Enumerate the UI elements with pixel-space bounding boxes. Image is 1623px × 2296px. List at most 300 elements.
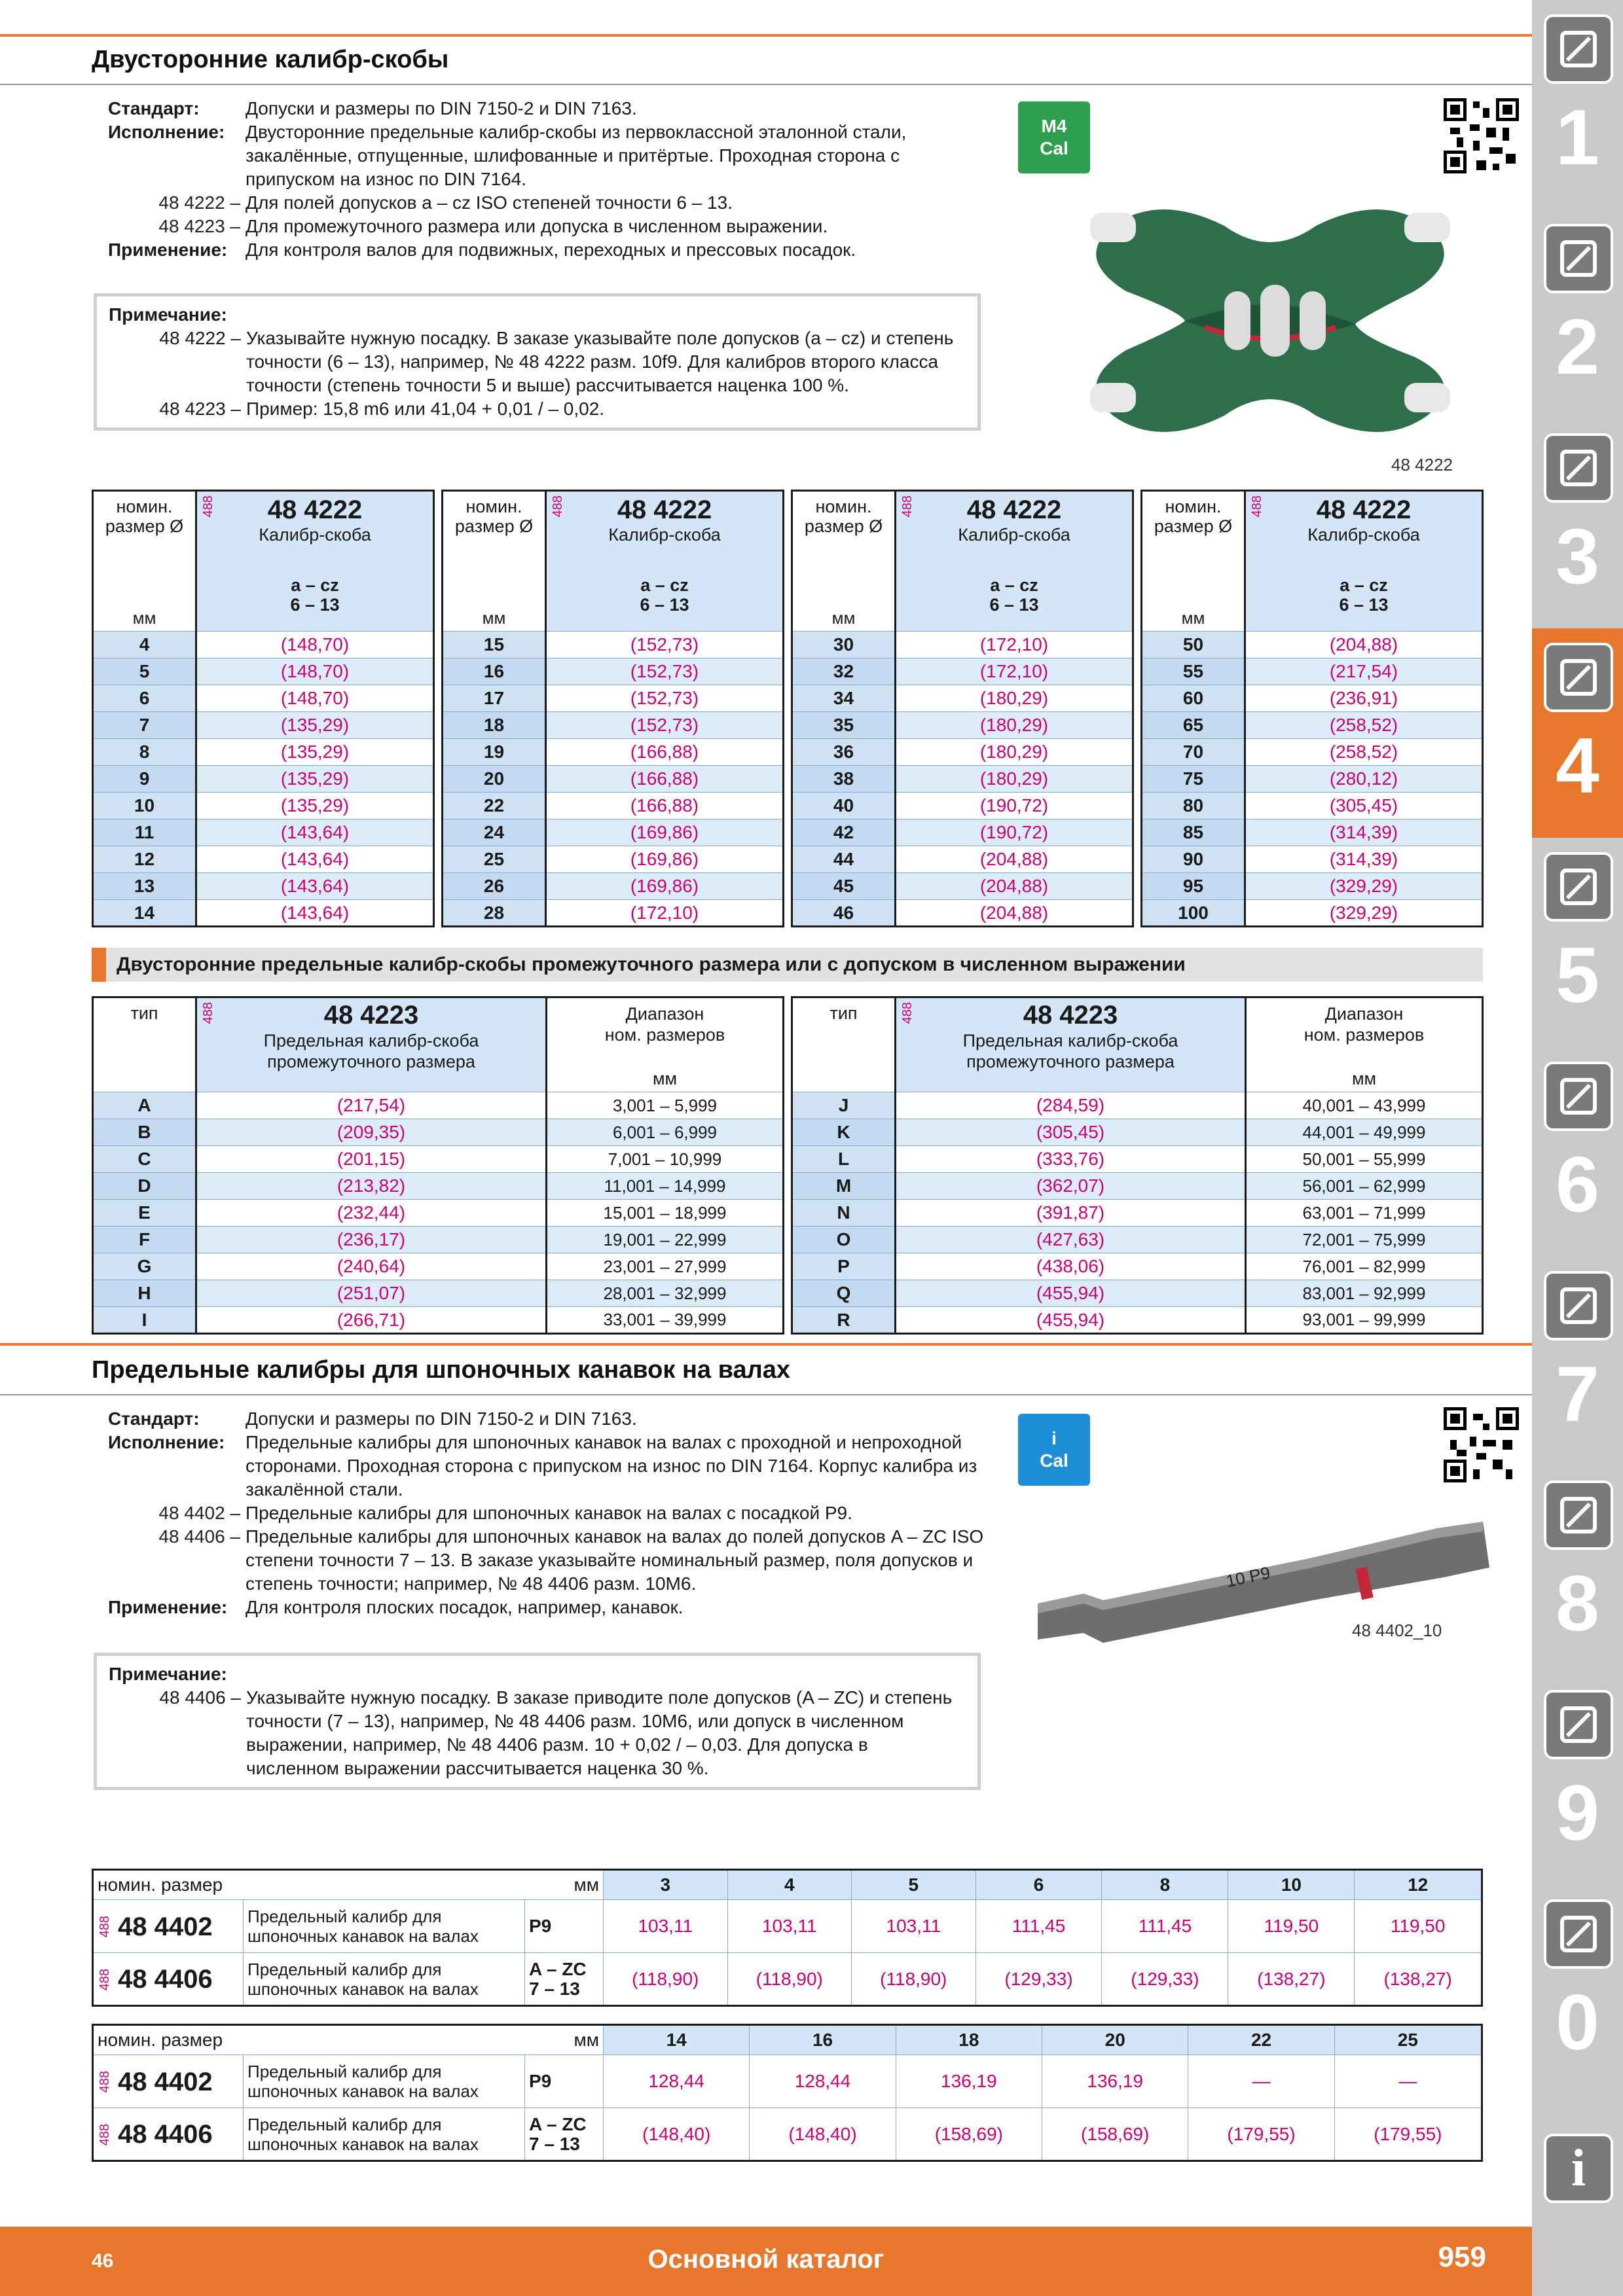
table-48-4222-block bbox=[791, 490, 1134, 927]
price-cell: (240,64) bbox=[196, 1253, 547, 1280]
price-cell: (180,29) bbox=[896, 766, 1133, 793]
price-cell: (169,86) bbox=[546, 873, 784, 900]
price-cell: (180,29) bbox=[896, 685, 1133, 712]
price-cell: (180,29) bbox=[896, 712, 1133, 739]
price-cell: (152,73) bbox=[546, 658, 784, 685]
price-cell: (329,29) bbox=[1245, 873, 1483, 900]
tab-number: 8 bbox=[1556, 1560, 1599, 1647]
size-cell: 55 bbox=[1142, 658, 1245, 685]
price-cell: (169,86) bbox=[546, 819, 784, 846]
size-cell: 18 bbox=[443, 712, 546, 739]
size-cell: 13 bbox=[93, 873, 196, 900]
page-footer bbox=[0, 2227, 1532, 2296]
sidebar-tab[interactable] bbox=[1532, 209, 1623, 419]
price-cell: (455,94) bbox=[896, 1280, 1246, 1307]
line4-code: 48 4406 – bbox=[158, 1526, 240, 1547]
tolerance-2: 7 – 13 bbox=[529, 2133, 580, 2154]
product-name-cell bbox=[244, 1953, 525, 2006]
line1-text: Для полей допусков a – cz ISO степеней точности 6 – 13. bbox=[246, 192, 733, 213]
std-label: Стандарт: bbox=[108, 98, 200, 118]
keyway-table-block bbox=[92, 1869, 1483, 2007]
sidebar-tab[interactable] bbox=[1532, 838, 1623, 1047]
type-cell: P bbox=[792, 1253, 896, 1280]
product-code: 48 4222 bbox=[966, 495, 1062, 524]
price-cell: (204,88) bbox=[1245, 632, 1483, 658]
tolerance-range: a – cz bbox=[640, 575, 689, 595]
size-cell: 19 bbox=[443, 739, 546, 766]
size-cell: 24 bbox=[443, 819, 546, 846]
price-cell: (135,29) bbox=[196, 793, 434, 819]
line4-text: Предельные калибры для шпоночных канавок на валах до полей допусков A – ZC ISO степени точности 7 – 13. В заказе указывайте номинальный размер, поля допусков и степень точности; например, № 48 4406 разм. 10M6. bbox=[246, 1526, 984, 1594]
price-cell: (280,12) bbox=[1245, 766, 1483, 793]
size-cell: 30 bbox=[792, 632, 896, 658]
m4-cal-badge bbox=[1018, 101, 1090, 173]
price-cell: (118,90) bbox=[852, 1953, 976, 2006]
type-cell: O bbox=[792, 1227, 896, 1253]
toolholder-icon bbox=[1544, 433, 1613, 503]
product-name: Калибр-скоба bbox=[958, 525, 1070, 545]
type-cell: N bbox=[792, 1200, 896, 1227]
side-code: 488 bbox=[551, 495, 565, 518]
tab-number: 9 bbox=[1556, 1769, 1599, 1857]
price-cell: (152,73) bbox=[546, 712, 784, 739]
svg-text:10 P9: 10 P9 bbox=[1224, 1562, 1272, 1591]
price-cell: (190,72) bbox=[896, 819, 1133, 846]
col-head-unit: мм bbox=[132, 608, 156, 628]
line3-code: 48 4402 – bbox=[158, 1503, 240, 1523]
keyway-table-block bbox=[92, 2024, 1483, 2162]
price-cell: 103,11 bbox=[852, 1900, 976, 1953]
col-head-text: номин. размер Ø bbox=[105, 497, 184, 536]
product-name-2: шпоночных канавок на валах bbox=[247, 1979, 479, 1999]
tab-number: 7 bbox=[1556, 1350, 1599, 1438]
size-cell: 16 bbox=[443, 658, 546, 685]
screwdriver-wrench-icon bbox=[1544, 1062, 1613, 1131]
col-head-unit: мм bbox=[831, 608, 856, 628]
snap-gauge-image bbox=[1074, 187, 1467, 448]
product-name-1: Предельный калибр для bbox=[247, 2062, 442, 2081]
grade-range: 6 – 13 bbox=[290, 595, 340, 615]
sidebar-tab[interactable] bbox=[1532, 1466, 1623, 1676]
grade-range: 6 – 13 bbox=[989, 595, 1039, 615]
product-name-cell bbox=[244, 1900, 525, 1953]
price-cell: 119,50 bbox=[1355, 1900, 1482, 1953]
size-cell: 7 bbox=[93, 712, 196, 739]
col-head-product bbox=[896, 491, 1133, 632]
price-cell: (455,94) bbox=[896, 1307, 1246, 1334]
col-head-text: номин. размер Ø bbox=[1154, 497, 1233, 536]
product-name: Калибр-скоба bbox=[608, 525, 721, 545]
range-head-2: ном. размеров bbox=[1304, 1025, 1425, 1045]
tab-number: 0 bbox=[1556, 1979, 1599, 2066]
col-head-product bbox=[546, 491, 784, 632]
badge-bottom: Cal bbox=[1040, 138, 1068, 158]
price-cell: (129,33) bbox=[1102, 1953, 1228, 2006]
note2-head: Примечание: bbox=[109, 1664, 227, 1684]
price-cell: (138,27) bbox=[1228, 1953, 1355, 2006]
badge2-top: i bbox=[1051, 1428, 1057, 1448]
product-code-cell bbox=[93, 1900, 244, 1953]
side-code: 488 bbox=[900, 495, 915, 518]
head-unit: мм bbox=[574, 2030, 599, 2050]
size-cell: 70 bbox=[1142, 739, 1245, 766]
gauge-caption: 48 4222 bbox=[1391, 455, 1453, 475]
type-cell: Q bbox=[792, 1280, 896, 1307]
price-cell: (204,88) bbox=[896, 900, 1133, 927]
price-cell: (148,70) bbox=[196, 658, 434, 685]
size-cell: 25 bbox=[443, 846, 546, 873]
size-cell: 80 bbox=[1142, 793, 1245, 819]
product-code: 48 4222 bbox=[267, 495, 363, 524]
range-unit: мм bbox=[652, 1069, 678, 1088]
size-head: 12 bbox=[1355, 1870, 1482, 1900]
app2-label: Применение: bbox=[108, 1597, 228, 1617]
range-unit: мм bbox=[1351, 1069, 1377, 1088]
product-code: 48 4223 bbox=[1023, 1001, 1118, 1030]
top-rule bbox=[0, 34, 1532, 37]
tolerance-1: P9 bbox=[529, 2071, 552, 2091]
subsection-title: Двусторонние предельные калибр-скобы промежуточного размера или с допуском в численном выражении bbox=[117, 954, 1186, 975]
size-cell: 5 bbox=[93, 658, 196, 685]
col-head-product bbox=[1245, 491, 1483, 632]
product-code: 48 4406 bbox=[118, 2119, 213, 2149]
range-cell: 6,001 – 6,999 bbox=[547, 1119, 784, 1146]
price-cell: — bbox=[1334, 2055, 1482, 2108]
product-name-1: Предельная калибр-скоба bbox=[962, 1031, 1178, 1050]
range-cell: 23,001 – 27,999 bbox=[547, 1253, 784, 1280]
info-cal-badge bbox=[1018, 1414, 1090, 1486]
tolerance-cell bbox=[525, 1900, 604, 1953]
tolerance-2: 7 – 13 bbox=[529, 1978, 580, 1999]
keyway-gauge-image bbox=[1031, 1502, 1489, 1672]
price-cell: (143,64) bbox=[196, 873, 434, 900]
product-name-2: промежуточного размера bbox=[267, 1052, 475, 1071]
col-head-product bbox=[896, 997, 1246, 1092]
product-name-1: Предельный калибр для bbox=[247, 1907, 442, 1926]
price-cell: 128,44 bbox=[750, 2055, 896, 2108]
price-cell: — bbox=[1188, 2055, 1334, 2108]
size-cell: 12 bbox=[93, 846, 196, 873]
section2-note bbox=[94, 1653, 981, 1790]
grade-range: 6 – 13 bbox=[640, 595, 689, 615]
hand-tools-icon bbox=[1544, 1271, 1613, 1340]
caliper-icon bbox=[1544, 643, 1613, 712]
tolerance-1: A – ZC bbox=[529, 2113, 587, 2134]
product-name-2: промежуточного размера bbox=[966, 1052, 1175, 1071]
size-cell: 6 bbox=[93, 685, 196, 712]
side-code: 488 bbox=[900, 1002, 915, 1024]
product-code-cell bbox=[93, 2055, 244, 2108]
product-name-cell bbox=[244, 2108, 525, 2161]
sidebar-tab[interactable] bbox=[1532, 628, 1623, 838]
side-code: 488 bbox=[1250, 495, 1264, 518]
price-cell: (148,40) bbox=[750, 2108, 896, 2161]
table-48-4223-block bbox=[791, 996, 1484, 1335]
range-head-2: ном. размеров bbox=[604, 1025, 725, 1045]
price-cell: (204,88) bbox=[896, 846, 1133, 873]
range-cell: 7,001 – 10,999 bbox=[547, 1146, 784, 1173]
price-cell: (258,52) bbox=[1245, 739, 1483, 766]
note1-text: Указывайте нужную посадку. В заказе указывайте поле допусков (a – cz) и степень точности (6 – 13), например, № 48 4222 разм. 10f9. Для калибров второго класса точности (степень точности 5 и выше) рассчитывается наценка 100 %. bbox=[246, 328, 954, 395]
size-cell: 60 bbox=[1142, 685, 1245, 712]
section2-top-rule bbox=[0, 1343, 1532, 1346]
range-cell: 40,001 – 43,999 bbox=[1246, 1092, 1483, 1119]
size-cell: 8 bbox=[93, 739, 196, 766]
type-cell: I bbox=[93, 1307, 196, 1334]
tolerance-1: A – ZC bbox=[529, 1958, 587, 1979]
price-cell: (138,27) bbox=[1355, 1953, 1482, 2006]
tolerance-range: a – cz bbox=[291, 575, 339, 595]
line1-code: 48 4222 – bbox=[158, 192, 240, 213]
app-label: Применение: bbox=[108, 240, 228, 260]
line2-text: Для промежуточного размера или допуска в численном выражении. bbox=[246, 216, 828, 236]
size-cell: 32 bbox=[792, 658, 896, 685]
product-code: 48 4222 bbox=[1316, 495, 1412, 524]
price-cell: (329,29) bbox=[1245, 900, 1483, 927]
range-cell: 72,001 – 75,999 bbox=[1246, 1227, 1483, 1253]
price-cell: (284,59) bbox=[896, 1092, 1246, 1119]
size-cell: 40 bbox=[792, 793, 896, 819]
range-cell: 15,001 – 18,999 bbox=[547, 1200, 784, 1227]
price-cell: (172,10) bbox=[896, 658, 1133, 685]
tab-number: 6 bbox=[1556, 1141, 1599, 1229]
size-cell: 100 bbox=[1142, 900, 1245, 927]
catalog-title: Основной каталог bbox=[647, 2245, 884, 2274]
section1-title: Двусторонние калибр-скобы bbox=[92, 46, 449, 73]
range-cell: 93,001 – 99,999 bbox=[1246, 1307, 1483, 1334]
exec2-label: Исполнение: bbox=[108, 1432, 225, 1452]
tolerance-1: P9 bbox=[529, 1916, 552, 1936]
product-code: 48 4406 bbox=[118, 1964, 213, 1994]
table-48-4223-block bbox=[92, 996, 784, 1335]
price-cell: (143,64) bbox=[196, 819, 434, 846]
size-head: 22 bbox=[1188, 2025, 1334, 2055]
type-cell: K bbox=[792, 1119, 896, 1146]
price-cell: (135,29) bbox=[196, 712, 434, 739]
product-code-cell bbox=[93, 1953, 244, 2006]
head-label bbox=[93, 1870, 604, 1900]
price-cell: (143,64) bbox=[196, 900, 434, 927]
range-cell: 33,001 – 39,999 bbox=[547, 1307, 784, 1334]
price-cell: (152,73) bbox=[546, 685, 784, 712]
size-head: 6 bbox=[976, 1870, 1102, 1900]
price-cell: (118,90) bbox=[604, 1953, 728, 2006]
section2-rule bbox=[0, 1394, 1532, 1395]
size-cell: 15 bbox=[443, 632, 546, 658]
type-cell: R bbox=[792, 1307, 896, 1334]
type-cell: A bbox=[93, 1092, 196, 1119]
note-head: Примечание: bbox=[109, 304, 227, 325]
size-cell: 20 bbox=[443, 766, 546, 793]
price-cell: (148,40) bbox=[604, 2108, 750, 2161]
table-48-4222-block bbox=[441, 490, 784, 927]
page-number-left: 46 bbox=[92, 2250, 114, 2272]
size-cell: 45 bbox=[792, 873, 896, 900]
sidebar-tab[interactable] bbox=[1532, 0, 1623, 209]
price-cell: (158,69) bbox=[1042, 2108, 1188, 2161]
size-cell: 42 bbox=[792, 819, 896, 846]
head-unit: мм bbox=[574, 1874, 599, 1895]
price-cell: (305,45) bbox=[896, 1119, 1246, 1146]
exec-label: Исполнение: bbox=[108, 122, 225, 142]
sidebar-tab[interactable] bbox=[1532, 2094, 1623, 2296]
size-cell: 9 bbox=[93, 766, 196, 793]
insert-icon bbox=[1544, 224, 1613, 293]
price-cell: 103,11 bbox=[604, 1900, 728, 1953]
price-cell: 136,19 bbox=[1042, 2055, 1188, 2108]
size-cell: 46 bbox=[792, 900, 896, 927]
price-cell: (179,55) bbox=[1334, 2108, 1482, 2161]
app-text: Для контроля валов для подвижных, переходных и прессовых посадок. bbox=[246, 240, 856, 260]
keyway-caption: 48 4402_10 bbox=[1352, 1621, 1442, 1640]
line3-text: Предельные калибры для шпоночных канавок на валах с посадкой P9. bbox=[246, 1503, 852, 1523]
price-cell: (129,33) bbox=[976, 1953, 1102, 2006]
note3-code: 48 4406 – bbox=[159, 1687, 241, 1708]
table-48-4222-block bbox=[1140, 490, 1484, 927]
col-head-type: тип bbox=[830, 1003, 858, 1023]
price-cell: (213,82) bbox=[196, 1173, 547, 1200]
product-name-cell bbox=[244, 2055, 525, 2108]
side-code: 488 bbox=[201, 495, 215, 518]
size-head: 3 bbox=[604, 1870, 728, 1900]
sidebar-tab[interactable] bbox=[1532, 419, 1623, 628]
workshop-tools-icon bbox=[1544, 1480, 1613, 1550]
price-cell: (305,45) bbox=[1245, 793, 1483, 819]
type-cell: B bbox=[93, 1119, 196, 1146]
section1-description bbox=[108, 97, 992, 262]
size-head: 18 bbox=[896, 2025, 1042, 2055]
price-cell: (217,54) bbox=[1245, 658, 1483, 685]
exec-text: Двусторонние предельные калибр-скобы из первоклассной эталонной стали, закалённые, отпущенные, шлифованные и притёртые. Проходная сторона с припуском на износ по DIN 7164. bbox=[246, 122, 907, 189]
app2-text: Для контроля плоских посадок, например, канавок. bbox=[246, 1597, 684, 1617]
price-cell: (172,10) bbox=[546, 900, 784, 927]
sidebar-tab[interactable] bbox=[1532, 1257, 1623, 1466]
price-cell: (391,87) bbox=[896, 1200, 1246, 1227]
price-cell: (333,76) bbox=[896, 1146, 1246, 1173]
side-code: 488 bbox=[201, 1002, 215, 1024]
std2-text: Допуски и размеры по DIN 7150-2 и DIN 7163. bbox=[246, 1408, 637, 1429]
badge2-bottom: Cal bbox=[1040, 1450, 1068, 1471]
type-cell: J bbox=[792, 1092, 896, 1119]
range-cell: 56,001 – 62,999 bbox=[1246, 1173, 1483, 1200]
note1-code: 48 4222 – bbox=[159, 328, 241, 348]
product-name-2: шпоночных канавок на валах bbox=[247, 2081, 479, 2101]
price-cell: (166,88) bbox=[546, 766, 784, 793]
size-cell: 90 bbox=[1142, 846, 1245, 873]
product-name-1: Предельный калибр для bbox=[247, 2114, 442, 2134]
tolerance-cell bbox=[525, 2055, 604, 2108]
side-code: 488 bbox=[98, 2123, 112, 2146]
price-cell: 111,45 bbox=[976, 1900, 1102, 1953]
price-cell: (201,15) bbox=[196, 1146, 547, 1173]
price-cell: (180,29) bbox=[896, 739, 1133, 766]
tab-number: 4 bbox=[1556, 722, 1599, 810]
product-name: Калибр-скоба bbox=[259, 525, 371, 545]
price-cell: (152,73) bbox=[546, 632, 784, 658]
range-cell: 19,001 – 22,999 bbox=[547, 1227, 784, 1253]
product-name-1: Предельная калибр-скоба bbox=[263, 1031, 479, 1050]
col-head-text: номин. размер Ø bbox=[804, 497, 883, 536]
product-name-1: Предельный калибр для bbox=[247, 1959, 442, 1979]
size-cell: 95 bbox=[1142, 873, 1245, 900]
price-cell: (118,90) bbox=[727, 1953, 852, 2006]
price-cell: (190,72) bbox=[896, 793, 1133, 819]
price-cell: (179,55) bbox=[1188, 2108, 1334, 2161]
page-number-right: 959 bbox=[1438, 2241, 1486, 2273]
price-cell: (362,07) bbox=[896, 1173, 1246, 1200]
sidebar-tab[interactable] bbox=[1532, 1676, 1623, 1885]
col-head-size bbox=[792, 491, 896, 632]
head-label-text: номин. размер bbox=[98, 1874, 223, 1895]
price-cell: (236,91) bbox=[1245, 685, 1483, 712]
drill-icon bbox=[1544, 14, 1613, 84]
price-cell: (169,86) bbox=[546, 846, 784, 873]
subsection-bar bbox=[92, 948, 1483, 982]
price-cell: (266,71) bbox=[196, 1307, 547, 1334]
note2-text: Пример: 15,8 m6 или 41,04 + 0,01 / – 0,02. bbox=[246, 399, 605, 419]
size-cell: 36 bbox=[792, 739, 896, 766]
product-code: 48 4402 bbox=[118, 1912, 213, 1941]
size-head: 5 bbox=[852, 1870, 976, 1900]
price-cell: (314,39) bbox=[1245, 819, 1483, 846]
exec2-text: Предельные калибры для шпоночных канавок на валах с проходной и непроходной сторонами. Проходная сторона с припуском на износ по DIN 7164. Корпус калибра из закалённой стали. bbox=[246, 1432, 977, 1499]
col-head-product bbox=[196, 997, 547, 1092]
col-head-product bbox=[196, 491, 434, 632]
price-cell: (209,35) bbox=[196, 1119, 547, 1146]
price-cell: 111,45 bbox=[1102, 1900, 1228, 1953]
sidebar-tab[interactable] bbox=[1532, 1047, 1623, 1257]
price-cell: (236,17) bbox=[196, 1227, 547, 1253]
price-cell: (251,07) bbox=[196, 1280, 547, 1307]
col-head-size bbox=[93, 491, 196, 632]
size-cell: 35 bbox=[792, 712, 896, 739]
col-head-unit: мм bbox=[482, 608, 506, 628]
price-cell: (438,06) bbox=[896, 1253, 1246, 1280]
product-name: Калибр-скоба bbox=[1307, 525, 1420, 545]
col-head-size bbox=[443, 491, 546, 632]
product-name-2: шпоночных канавок на валах bbox=[247, 2134, 479, 2154]
section2-description bbox=[108, 1407, 992, 1619]
size-head: 25 bbox=[1334, 2025, 1482, 2055]
price-cell: 136,19 bbox=[896, 2055, 1042, 2108]
std-text: Допуски и размеры по DIN 7150-2 и DIN 7163. bbox=[246, 98, 637, 118]
type-cell: L bbox=[792, 1146, 896, 1173]
size-cell: 11 bbox=[93, 819, 196, 846]
col-head-range bbox=[1246, 997, 1483, 1092]
size-head: 16 bbox=[750, 2025, 896, 2055]
info-icon: i bbox=[1544, 2134, 1613, 2203]
tab-number: 2 bbox=[1556, 303, 1599, 391]
size-head: 14 bbox=[604, 2025, 750, 2055]
type-cell: G bbox=[93, 1253, 196, 1280]
grinding-disc-icon bbox=[1544, 852, 1613, 922]
size-cell: 85 bbox=[1142, 819, 1245, 846]
product-code-cell bbox=[93, 2108, 244, 2161]
tab-number: 1 bbox=[1556, 94, 1599, 181]
price-cell: (258,52) bbox=[1245, 712, 1483, 739]
head-label-text: номин. размер bbox=[98, 2030, 223, 2050]
price-cell: (232,44) bbox=[196, 1200, 547, 1227]
col-head-range bbox=[547, 997, 784, 1092]
side-code: 488 bbox=[98, 1916, 112, 1938]
sidebar-tab[interactable] bbox=[1532, 1885, 1623, 2094]
size-head: 20 bbox=[1042, 2025, 1188, 2055]
price-cell: (135,29) bbox=[196, 739, 434, 766]
std2-label: Стандарт: bbox=[108, 1408, 200, 1429]
type-cell: M bbox=[792, 1173, 896, 1200]
price-cell: (172,10) bbox=[896, 632, 1133, 658]
size-cell: 26 bbox=[443, 873, 546, 900]
